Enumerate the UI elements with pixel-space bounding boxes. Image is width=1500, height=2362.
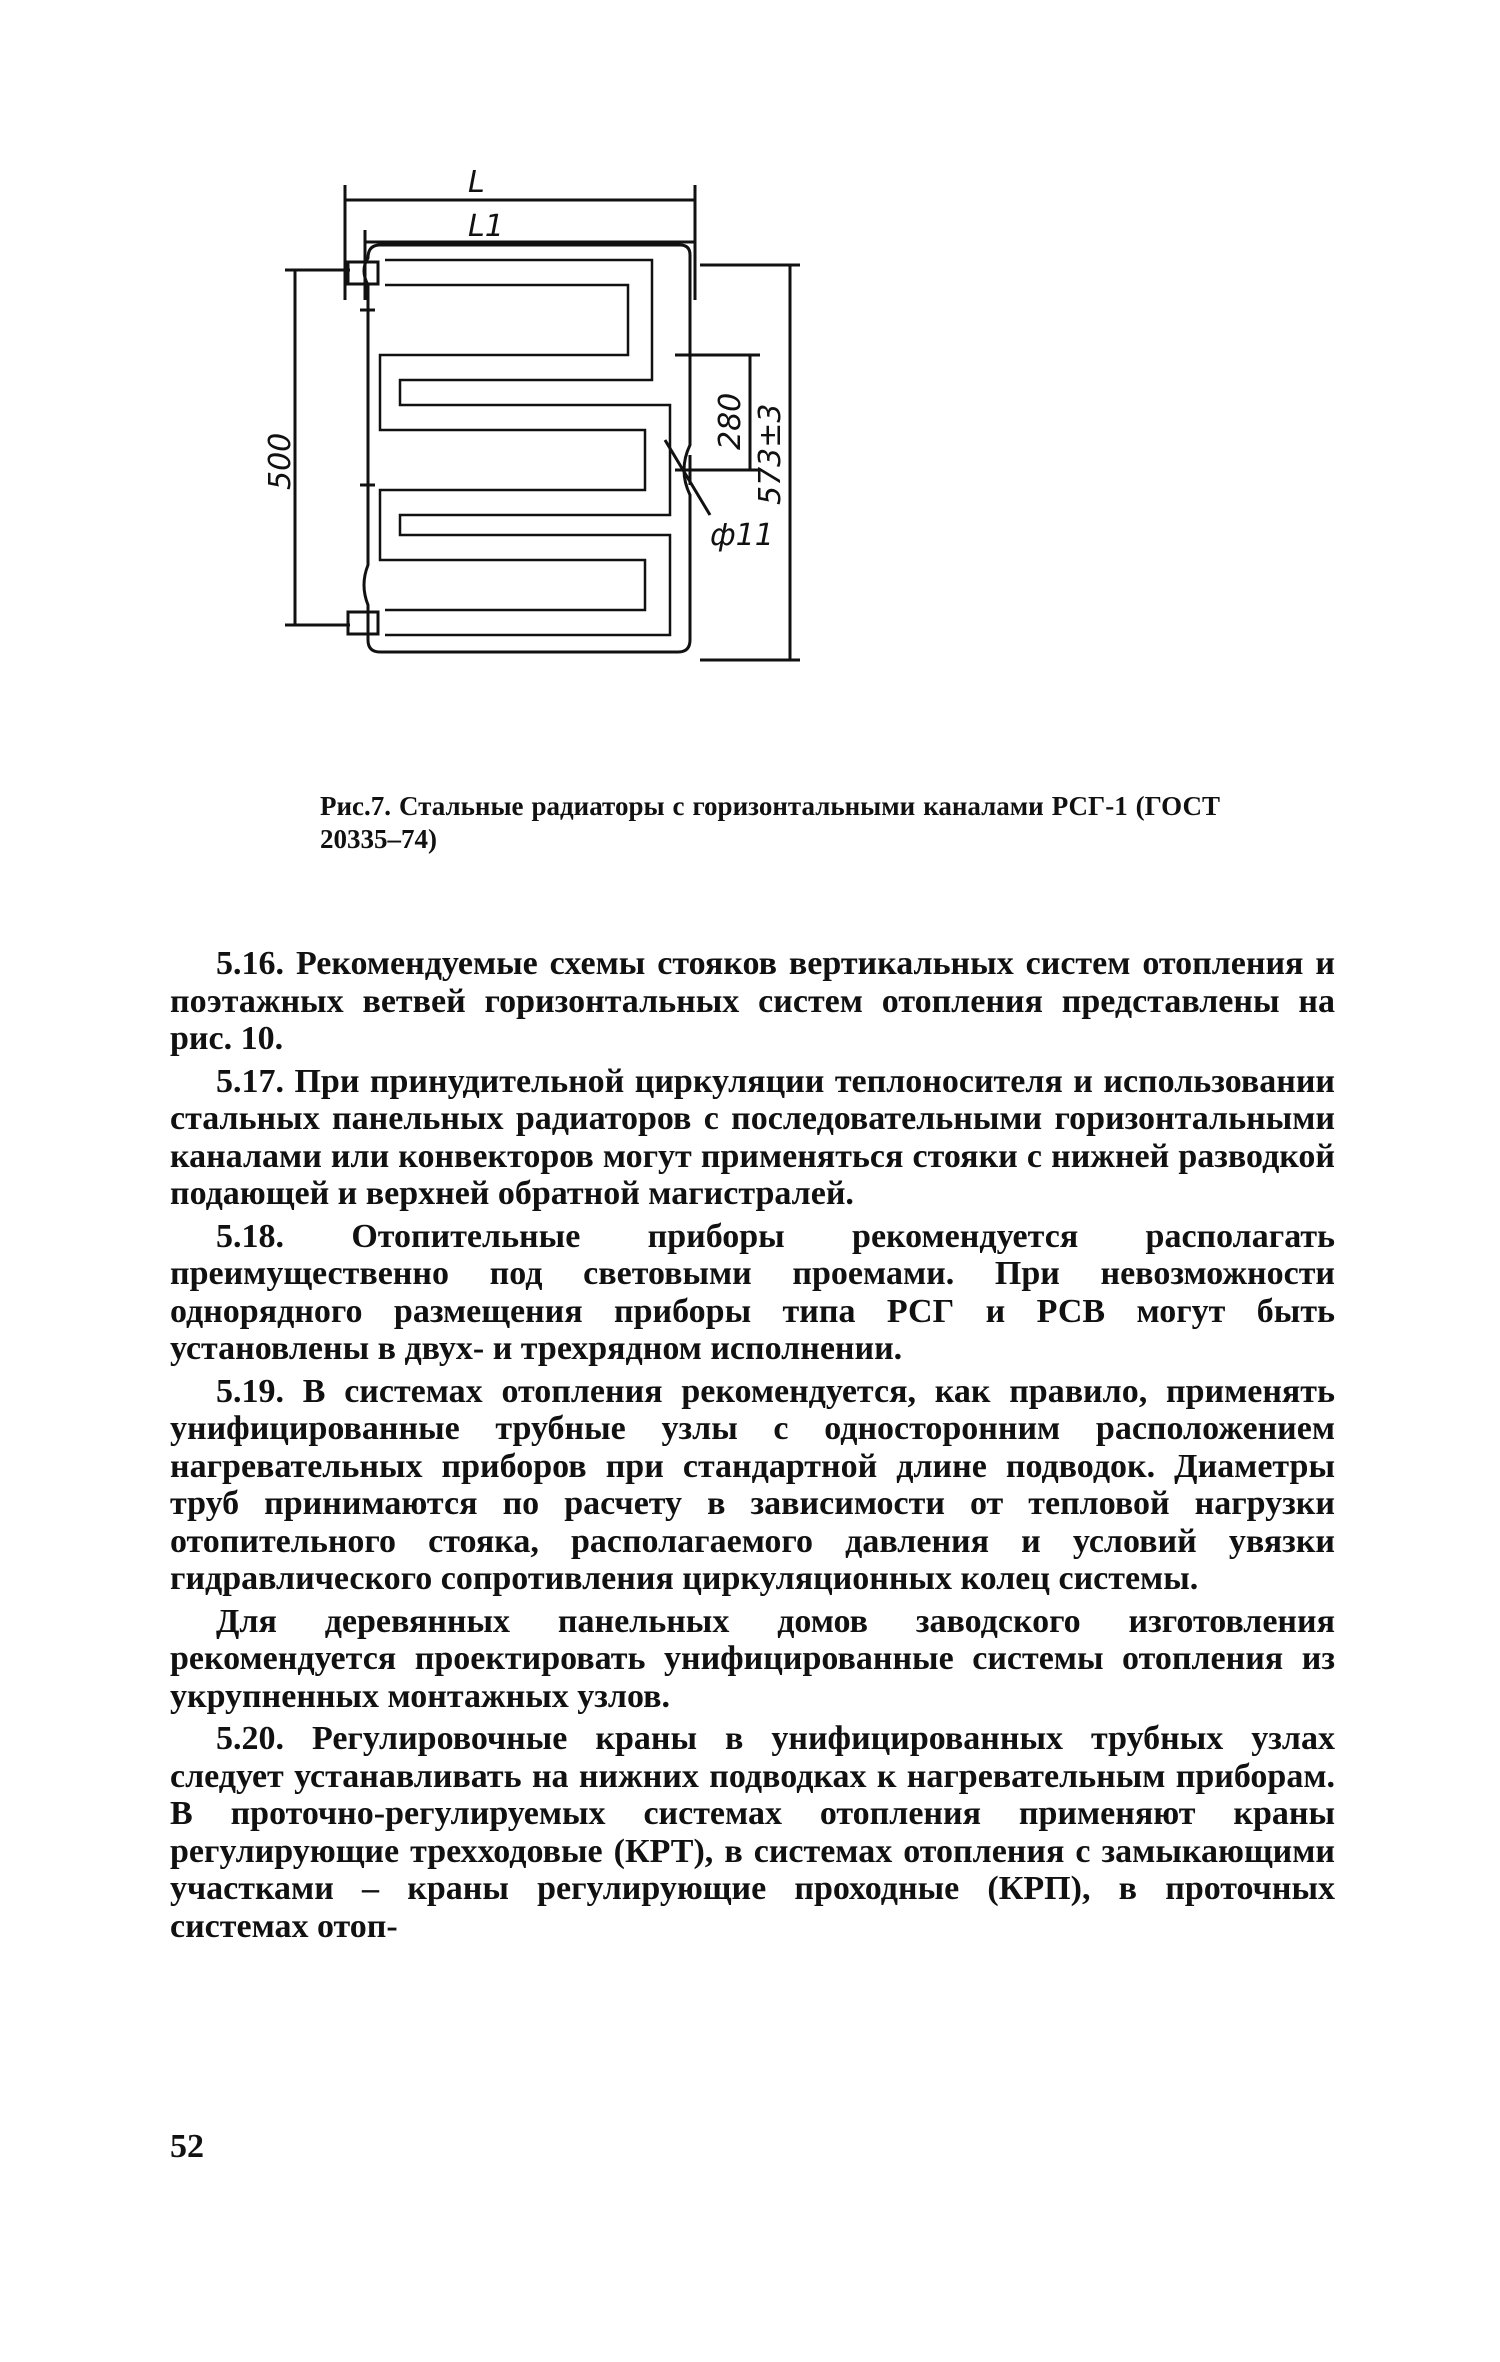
label-L1: L1 [468,209,504,244]
label-hole: ф11 [710,518,774,553]
radiator-drawing [260,170,1220,770]
paragraph-wooden-houses: Для деревянных панельных домов заводского изготовления рекомендуется проектировать унифицированные системы отопления из укрупненных монтажных узлов. [170,1602,1335,1715]
page-number: 52 [170,2128,204,2165]
channel-inner [380,285,645,610]
radiator-svg [260,170,1220,770]
radiator-outline [364,245,690,652]
label-280: 280 [713,392,748,450]
label-500: 500 [263,432,298,490]
paragraph-5-16: 5.16. Рекомендуемые схемы стояков вертикальных систем отопления и поэтажных ветвей горизонтальных систем отопления представлены на рис. 10. [170,945,1335,1057]
label-L: L [468,170,485,200]
paragraph-5-20: 5.20. Регулировочные краны в унифицированных трубных узлах следует устанавливать на нижних подводках к нагревательным приборам. В проточно-регулируемых системах отопления применяют краны регулирующие трехходовые (КРТ), в системах отопления с замыкающими участками – краны регулирующие проходные (КРП), в проточных системах отоп- [170,1720,1335,1945]
paragraph-5-19: 5.19. В системах отопления рекомендуется, как правило, применять унифицированные трубные узлы с односторонним расположением нагревательных приборов при стандартной длине подводок. Диаметры труб принимаются по расчету в зависимости от тепловой нагрузки отопительного стояка, располагаемого давления и условий увязки гидравлического сопротивления циркуляционных колец системы. [170,1372,1335,1597]
figure-caption: Рис.7. Стальные радиаторы с горизонтальными каналами РСГ-1 (ГОСТ 20335–74) [320,791,1220,854]
label-573: 573±3 [753,403,788,505]
body-text [170,945,1335,1950]
paragraph-5-18: 5.18. Отопительные приборы рекомендуется располагать преимущественно под световыми проемами. При невозможности однорядного размещения приборы типа РСГ и РСВ могут быть установлены в двух- и трехрядном исполнении. [170,1217,1335,1367]
paragraph-5-17: 5.17. При принудительной циркуляции теплоносителя и использовании стальных панельных радиаторов с последовательными горизонтальными каналами или конвекторов могут применяться стояки с нижней разводкой подающей и верхней обратной магистралей. [170,1062,1335,1212]
outlet-nipple [348,612,378,634]
